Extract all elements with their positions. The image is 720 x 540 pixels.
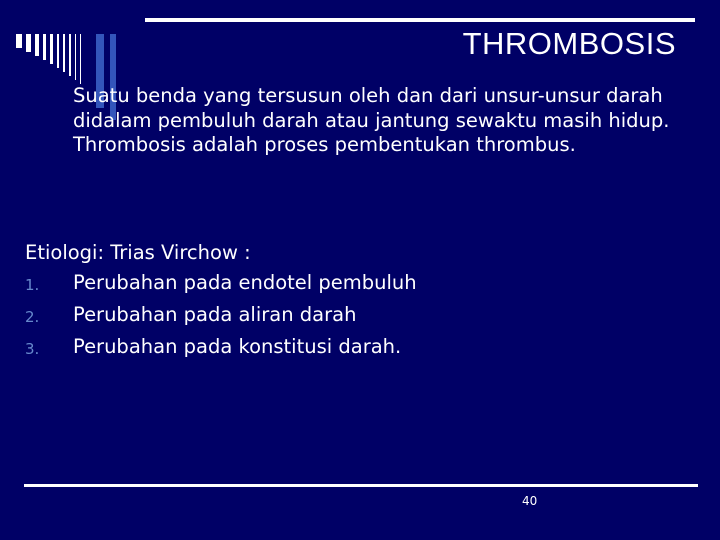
top-rule	[145, 18, 695, 22]
etiology-heading: Etiologi: Trias Virchow :	[25, 241, 251, 264]
list-number: 2.	[25, 308, 40, 326]
page-number: 40	[522, 494, 538, 508]
list-number: 1.	[25, 276, 40, 294]
etiology-section	[25, 238, 625, 364]
list-item-text: Perubahan pada endotel pembuluh	[73, 271, 417, 294]
list-item-text: Perubahan pada aliran darah	[73, 303, 357, 326]
bottom-rule	[24, 484, 698, 487]
list-item	[25, 268, 625, 300]
list-number: 3.	[25, 340, 40, 358]
slide-title: THROMBOSIS	[462, 26, 676, 61]
list-item	[25, 300, 625, 332]
list-item	[25, 332, 625, 364]
definition-text: Suatu benda yang tersusun oleh dan dari unsur-unsur darah didalam pembuluh darah atau jantung sewaktu masih hidup. Thrombosis adalah proses pembentukan thrombus.	[73, 84, 670, 156]
list-item-text: Perubahan pada konstitusi darah.	[73, 335, 402, 358]
etiology-list	[25, 268, 625, 364]
